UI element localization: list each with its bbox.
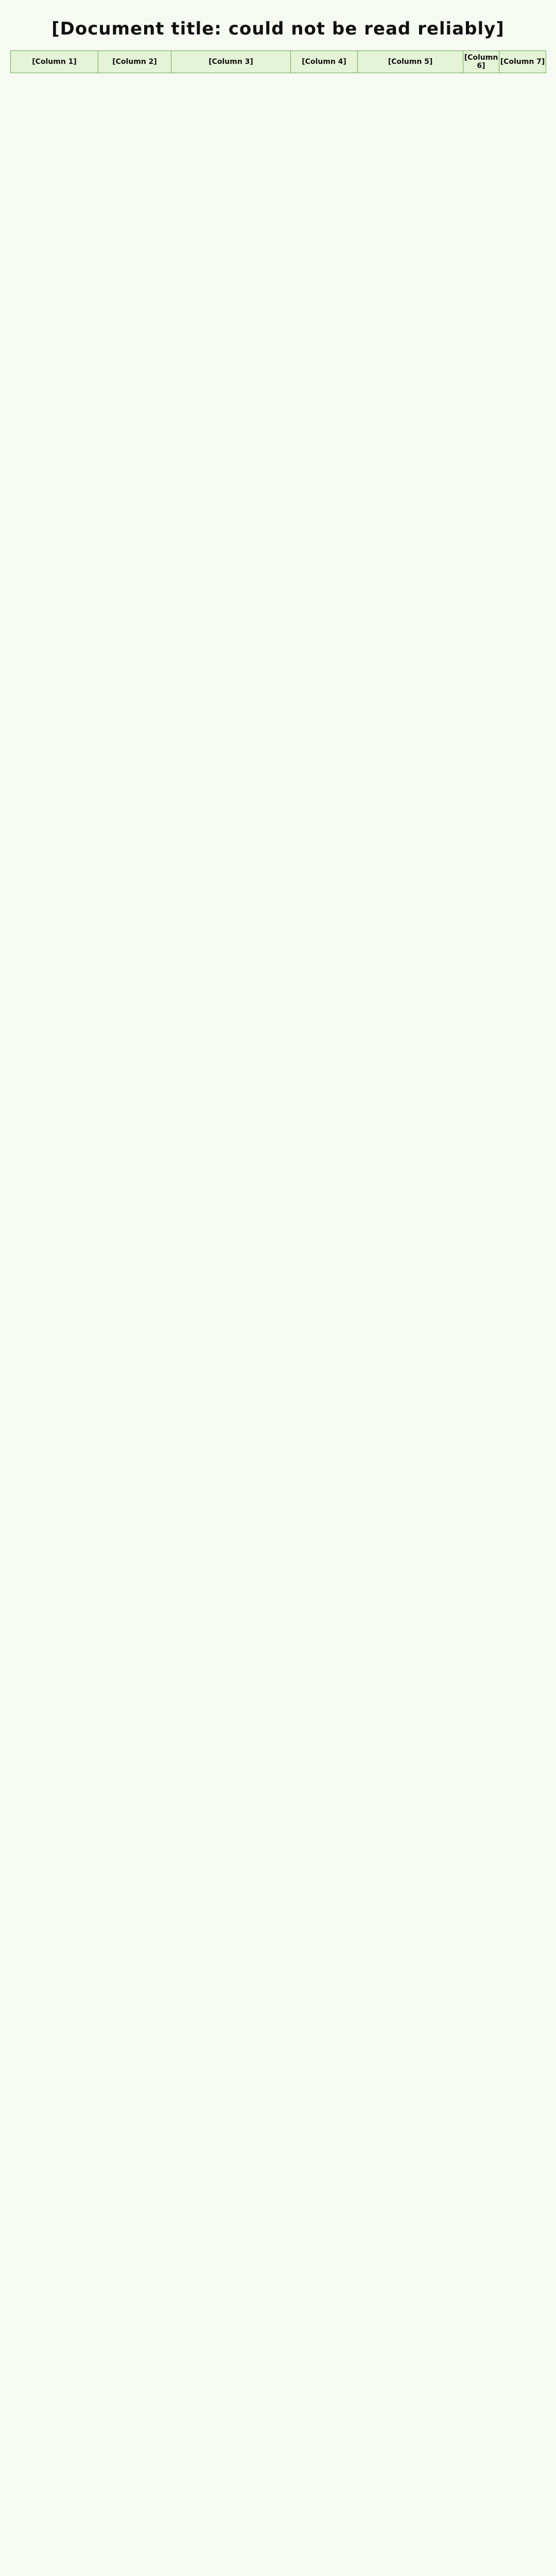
header-time: [Column 2] — [98, 51, 171, 73]
header-unit: [Column 1] — [11, 51, 98, 73]
table-header-row — [11, 51, 546, 73]
header-target: [Column 5] — [358, 51, 463, 73]
header-contact: [Column 6] — [463, 51, 499, 73]
header-project: [Column 3] — [171, 51, 291, 73]
activity-table — [10, 50, 546, 73]
header-phone: [Column 7] — [499, 51, 546, 73]
header-location: [Column 4] — [291, 51, 358, 73]
page-title: [Document title: could not be read reliably] — [51, 19, 505, 39]
